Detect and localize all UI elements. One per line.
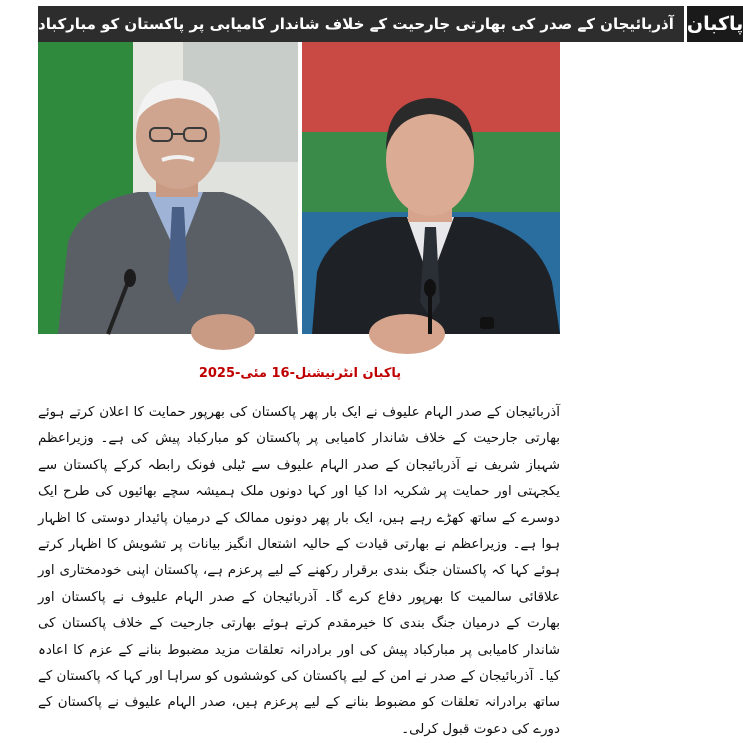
photo-left-speaker: [38, 42, 298, 334]
dateline: پاکبان انٹرنیشنل-16 مئی-2025: [198, 366, 402, 381]
news-banner: [38, 6, 743, 42]
article-body: آذربائیجان کے صدر الہام علیوف نے ایک بار پھر پاکستان کی بھرپور حمایت کا اعلان کرتے ہوئے بھارتی جارحیت کے خلاف شاندار کامیابی پر پاکستان کو مبارکباد پیش کی ہے۔ وزیراعظم شہباز شریف نے آذربائیجان کے صدر الہام علیوف سے ٹیلی فونک رابطہ کرکے پاکستان سے یکجہتی اور حمایت پر شکریہ ادا کیا اور کہا دونوں ملک ہمیشہ سچے بھائیوں کی طرح ایک دوسرے کے ساتھ کھڑے رہے ہیں، ایک بار پھر دونوں ممالک کے درمیان پائیدار دوستی کا اظہار ہوا ہے۔ وزیراعظم نے بھارتی قیادت کے حالیہ اشتعال انگیز بیانات پر تشویش کا اظہار کرتے ہوئے کہا کہ پاکستان جنگ بندی برقرار رکھنے کے لیے پرعزم ہے، پاکستان اپنی خودمختاری اور علاقائی سالمیت کا بھرپور دفاع کرے گا۔ آذربائیجان کے صدر الہام علیوف نے پاکستان اور بھارت کے درمیان جنگ بندی کا خیرمقدم کرتے ہوئے بھارتی جارحیت کے خلاف پاکستان کی شاندار کامیابی پر مبارکباد پیش کی اور برادرانہ تعلقات مزید مضبوط بنانے کے عزم کا اعادہ کیا۔ آذربائیجان کے صدر نے امن کے لیے پاکستان کی کوششوں کو سراہا اور کہا کہ پاکستان کے ساتھ برادرانہ تعلقات کو مضبوط بنانے کے لیے پرعزم ہیں، صدر الہام علیوف نے پاکستان کے دورے کی دعوت قبول کرلی۔: [38, 405, 560, 737]
photo-right-speaker: [302, 42, 560, 334]
headline: آذربائیجان کے صدر کی بھارتی جارحیت کے خلاف شاندار کامیابی پر پاکستان کو مبارکباد: [38, 6, 684, 42]
brand-logo: پاکبان: [684, 6, 743, 42]
